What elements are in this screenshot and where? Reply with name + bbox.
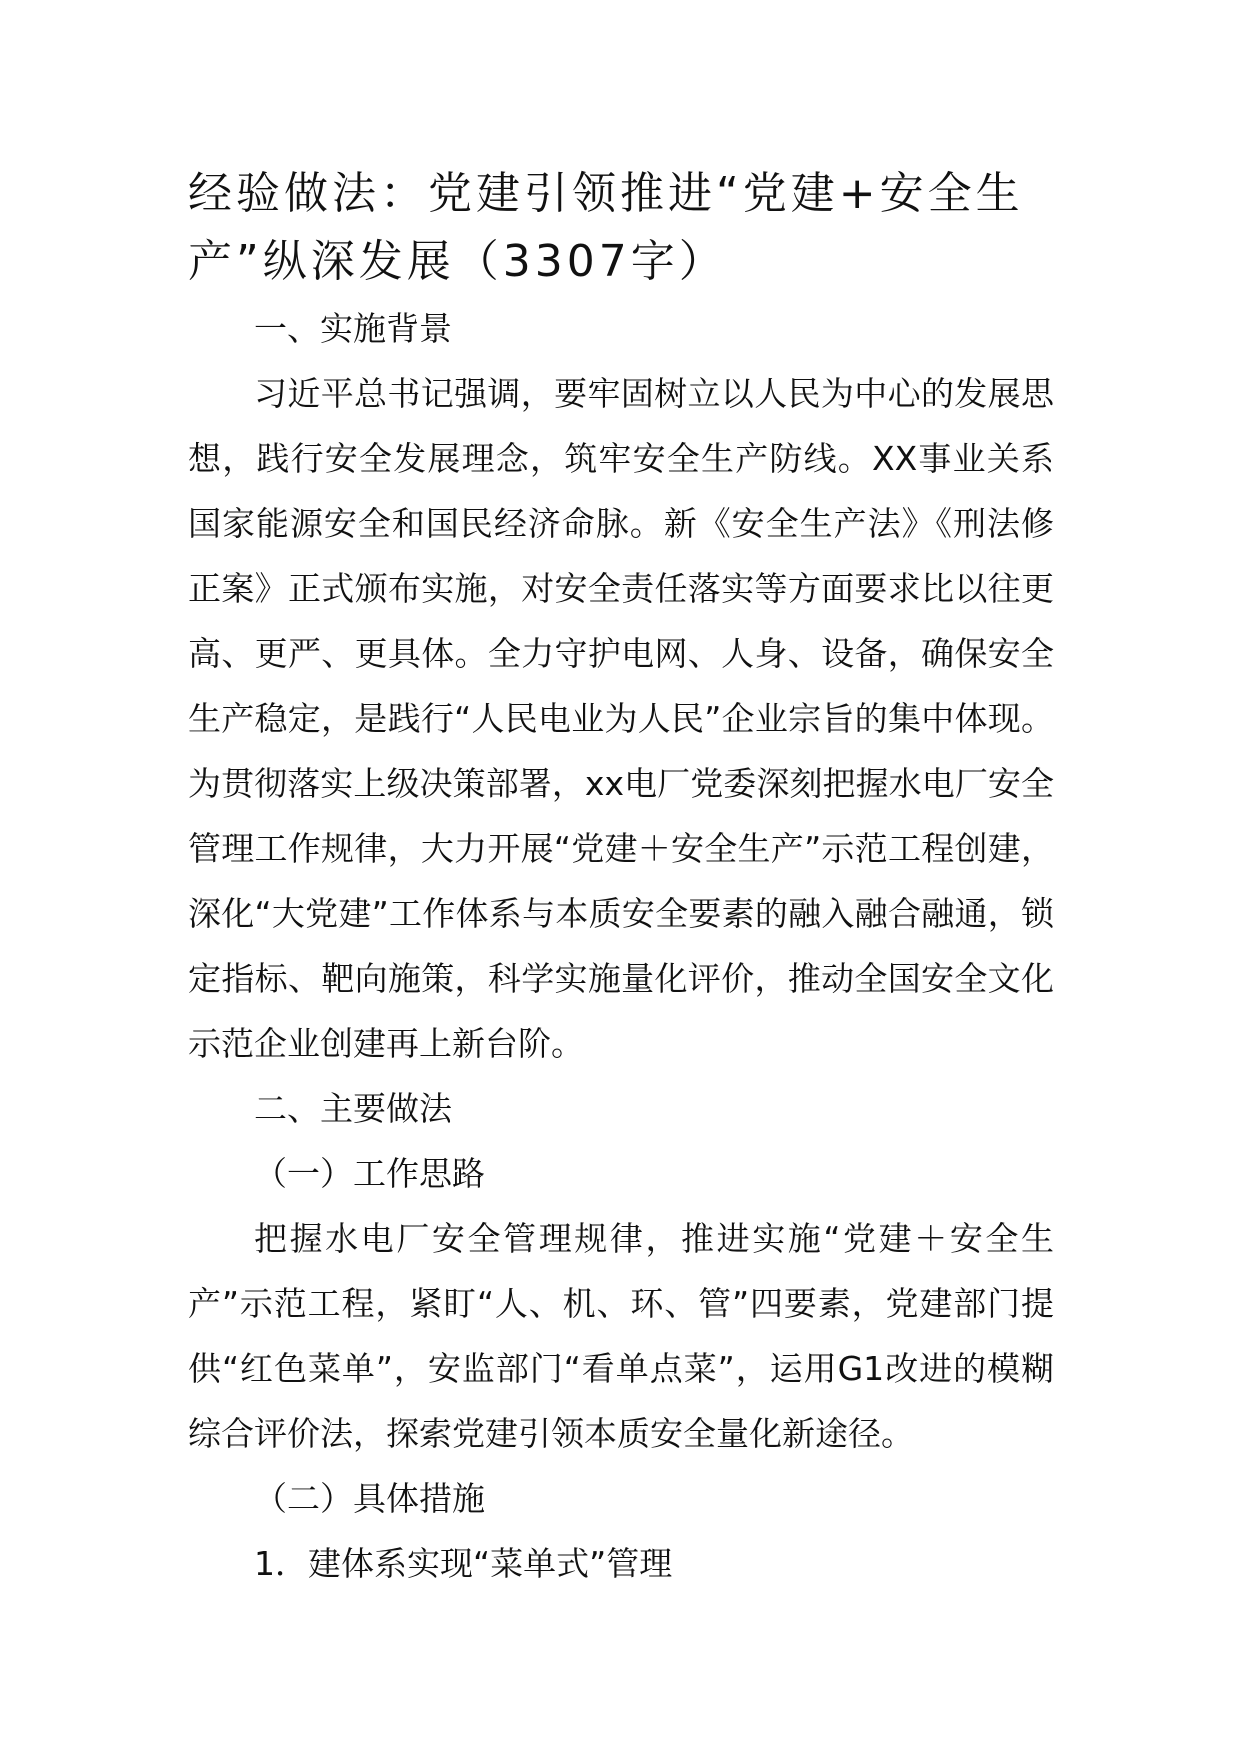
paragraph-background: 习近平总书记强调，要牢固树立以人民为中心的发展思想，践行安全发展理念，筑牢安全生产防线。XX事业关系国家能源安全和国民经济命脉。新《安全生产法》《刑法修正案》正式颁布实施，对安全责任落实等方面要求比以往更高、更严、更具体。全力守护电网、人身、设备，确保安全生产稳定，是践行“人民电业为人民”企业宗旨的集中体现。为贯彻落实上级决策部署，xx电厂党委深刻把握水电厂安全管理工作规律，大力开展“党建＋安全生产”示范工程创建，深化“大党建”工作体系与本质安全要素的融入融合融通，锁定指标、靶向施策，科学实施量化评价，推动全国安全文化示范企业创建再上新台阶。 xyxy=(188,374,1054,1063)
subheading-work-approach: （一）工作思路 xyxy=(254,1154,485,1193)
section-heading-main-practices: 二、主要做法 xyxy=(254,1089,452,1128)
subheading-specific-measures: （二）具体措施 xyxy=(254,1479,485,1518)
paragraph-work-approach: 把握水电厂安全管理规律，推进实施“党建＋安全生产”示范工程，紧盯“人、机、环、管”四要素，党建部门提供“红色菜单”，安监部门“看单点菜”，运用G1改进的模糊综合评价法，探索党建引领本质安全量化新途径。 xyxy=(188,1219,1054,1453)
document-page xyxy=(188,160,1054,1596)
item-heading-menu-management: 1．建体系实现“菜单式”管理 xyxy=(254,1544,673,1583)
document-title: 经验做法：党建引领推进“党建+安全生产”纵深发展（3307字） xyxy=(188,168,1024,287)
section-heading-background: 一、实施背景 xyxy=(254,309,452,348)
